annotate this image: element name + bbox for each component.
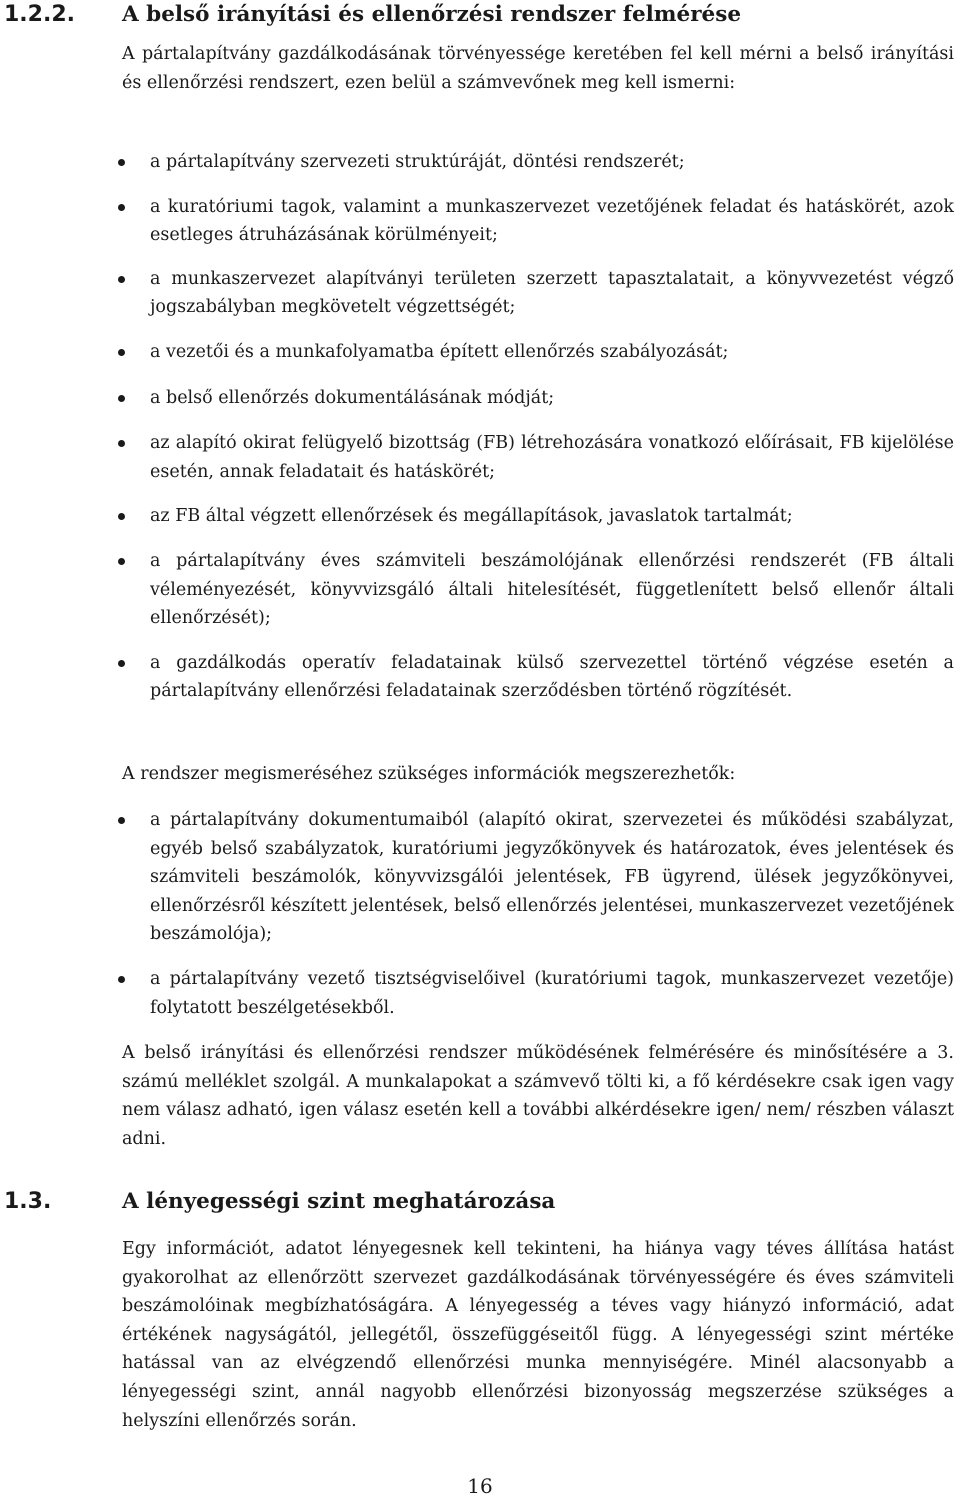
bullet-icon	[118, 976, 125, 983]
section-title: A belső irányítási és ellenőrzési rendszer felmérése	[122, 2, 742, 27]
list-item-text: az alapító okirat felügyelő bizottság (FB) létrehozására vonatkozó előírásait, FB kijelölése esetén, annak feladatait és hatáskörét;	[150, 433, 954, 482]
list-item	[122, 649, 954, 706]
list-item-text: a munkaszervezet alapítványi területen szerzett tapasztalatait, a könyvvezetést végző jogszabályban megkövetelt végzettségét;	[150, 268, 954, 318]
list-item	[122, 429, 954, 486]
list-item-text: a pártalapítvány vezető tisztségviselőivel (kuratóriumi tagok, munkaszervezet vezetője) folytatott beszélgetésekből.	[150, 968, 954, 1018]
list-item	[122, 502, 954, 531]
intro-paragraph: A pártalapítvány gazdálkodásának törvényessége keretében fel kell mérni a belső irányítási és ellenőrzési rendszert, ezen belül a számvevőnek meg kell ismerni:	[122, 44, 954, 93]
closing-paragraph: A belső irányítási és ellenőrzési rendszer működésének felmérésére és minősítésére a 3. számú melléklet szolgál. A munkalapokat a számvevő tölti ki, a fő kérdésekre csak igen vagy nem válasz adható, igen válasz esetén kell a további alkérdésekre igen/ nem/ részben választ adni.	[122, 1043, 954, 1149]
bullet-icon	[118, 159, 125, 166]
list-item-text: a belső ellenőrzés dokumentálásának módját;	[150, 387, 555, 408]
page-number: 16	[467, 1474, 493, 1498]
section-number: 1.3.	[4, 1189, 52, 1214]
info-intro-paragraph: A rendszer megismeréséhez szükséges információk megszerezhetők:	[122, 764, 736, 784]
list-item	[122, 965, 954, 1022]
list-item-text: a pártalapítvány szervezeti struktúráját, döntési rendszerét;	[150, 152, 685, 172]
bullet-icon	[118, 204, 125, 211]
bullet-icon	[118, 276, 125, 283]
list-item-text: a pártalapítvány éves számviteli beszámolójának ellenőrzési rendszerét (FB általi véleményezését, könyvvizsgáló általi hitelesítését, függetlenített belső ellenőr általi ellenőrzését);	[150, 550, 954, 629]
bullet-icon	[118, 440, 125, 447]
list-item-text: a kuratóriumi tagok, valamint a munkaszervezet vezetőjének feladat és hatáskörét, azok esetleges átruházásának körülményeit;	[150, 196, 954, 246]
info-source-list	[122, 806, 954, 1022]
list-item	[122, 148, 954, 177]
list-item-text: a pártalapítvány dokumentumaiból (alapító okirat, szervezetei és működési szabályzat, egyéb belső szabályzatok, kuratóriumi jegyzőkönyvek és határozatok, éves jelentések és számviteli beszámolók, könyvvizsgálói jelentések, FB ügyrend, ülések jegyzőkönyvei, ellenőrzésről készített jelentések, belső ellenőrzés jelentései, munkaszervezet vezetőjének beszámolója);	[150, 810, 954, 945]
section-title: A lényegességi szint meghatározása	[122, 1189, 556, 1214]
assessment-list	[122, 148, 954, 706]
materiality-paragraph: Egy információt, adatot lényegesnek kell tekinteni, ha hiánya vagy téves állítása hatást gyakorolhat az ellenőrzött szervezet gazdálkodásának törvényességére és éves számviteli beszámolóinak megbízhatóságára. A lényegesség a téves vagy hiányzó információ, adat értékének nagyságától, jellegétől, összefüggéseitől függ. A lényegességi szint mértéke hatással van az elvégzendő ellenőrzési munka mennyiségére. Minél alacsonyabb a lényegességi szint, annál nagyobb ellenőrzési bizonyosság megszerzése szükséges a helyszíni ellenőrzés során.	[122, 1239, 954, 1431]
bullet-icon	[118, 395, 125, 402]
section-number: 1.2.2.	[4, 2, 75, 27]
list-item-text: az FB által végzett ellenőrzések és megállapítások, javaslatok tartalmát;	[150, 506, 793, 527]
list-item-text: a vezetői és a munkafolyamatba épített ellenőrzés szabályozását;	[150, 341, 729, 362]
bullet-icon	[118, 558, 125, 565]
bullet-icon	[118, 660, 125, 667]
list-item	[122, 384, 954, 413]
list-item	[122, 193, 954, 250]
bullet-icon	[118, 513, 125, 520]
list-item	[122, 806, 954, 949]
list-item	[122, 547, 954, 633]
list-item	[122, 338, 954, 367]
bullet-icon	[118, 817, 125, 824]
list-item-text: a gazdálkodás operatív feladatainak külső szervezettel történő végzése esetén a pártalapítvány ellenőrzési feladatainak szerződésben történő rögzítését.	[150, 652, 954, 702]
list-item	[122, 265, 954, 322]
bullet-icon	[118, 349, 125, 356]
